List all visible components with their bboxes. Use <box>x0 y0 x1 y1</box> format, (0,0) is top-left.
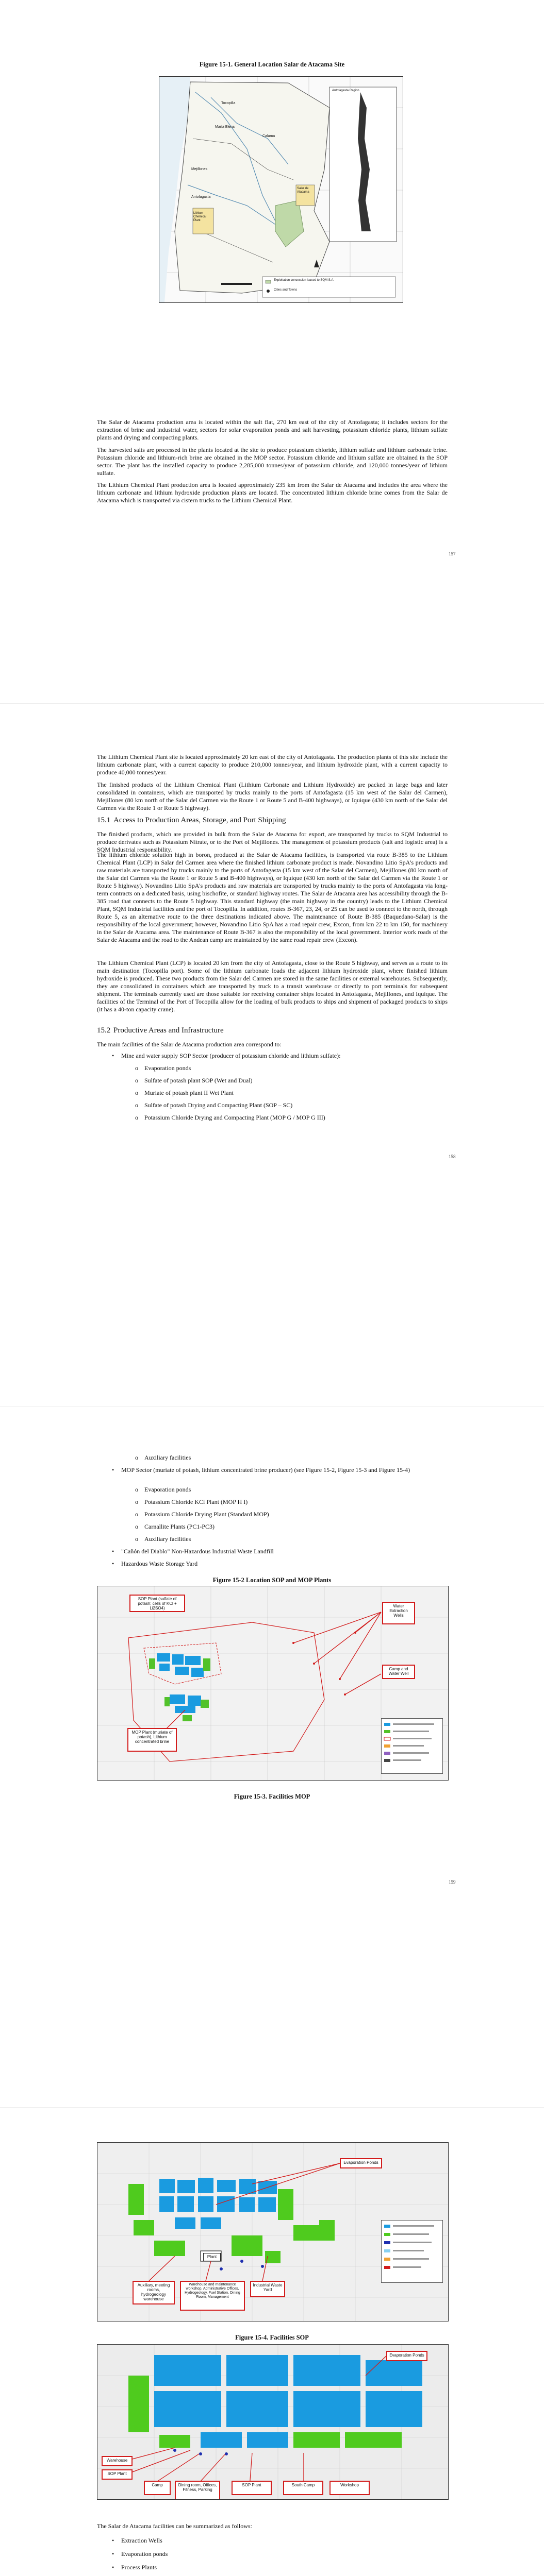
page-separator <box>0 2107 544 2108</box>
label-lithium-plant: Lithium Chemical Plant <box>193 212 207 222</box>
section-15-2-heading <box>97 1026 224 1035</box>
bullet-landfill: • "Cañón del Diablo" Non-Hazardous Industrial Waste Landfill <box>112 1548 274 1555</box>
summary-intro: The Salar de Atacama facilities can be summarized as follows: <box>97 2522 252 2530</box>
label-salar: Salar de Atacama <box>297 187 309 194</box>
callout-sop-plant-2: SOP Plant <box>232 2481 272 2495</box>
sub-item: o Sulfate of potash Drying and Compacting Plant (SOP – SC) <box>135 1101 293 1109</box>
callout-sop-evaporation: Evaporation Ponds <box>386 2351 427 2361</box>
sub-item: o Potassium Chloride Drying and Compacting Plant (MOP G / MOP G III) <box>135 1114 325 1121</box>
label-calama: Calama <box>262 134 275 138</box>
figure-15-2-title: Figure 15-2 Location SOP and MOP Plants <box>212 1577 332 1584</box>
page-number: 159 <box>449 1879 456 1885</box>
callout-auxiliary: Auxiliary, meeting rooms, hydrogeology warehouse <box>133 2281 175 2304</box>
sub-item: o Sulfate of potash plant SOP (Wet and Dual) <box>135 1077 253 1084</box>
bullet-sop-sector: • Mine and water supply SOP Sector (producer of potassium chloride and lithium sulfate): <box>112 1052 341 1059</box>
section-15-2-intro: The main facilities of the Salar de Atacama production area correspond to: <box>97 1041 282 1048</box>
mop-sub-item: o Auxiliary facilities <box>135 1535 191 1543</box>
page-number: 157 <box>449 551 456 556</box>
map-legend <box>381 1718 443 1774</box>
page-number: 158 <box>449 1154 456 1159</box>
label-inset-region: Antofagasta Region <box>332 89 359 92</box>
summary-bullet: • Evaporation ponds <box>112 2550 168 2557</box>
page1-paragraph-3: The Lithium Chemical Plant production area is located approximately 235 km from the Salar de Atacama and includes the area where the lithium carbonate and lithium hydroxide production plants are located. The concentrated lithium chloride brine comes from the Salar de Atacama which is transported via cistern trucks to the Lithium Chemical Plant. <box>97 481 448 504</box>
section-title: Access to Production Areas, Storage, and Port Shipping <box>113 816 286 824</box>
legend-cities: Cities and Towns <box>274 289 298 292</box>
map-graphic <box>159 77 403 302</box>
callout-industrial-waste: Industrial Waste Yard <box>250 2281 285 2297</box>
callout-sop-plant-1: SOP Plant <box>102 2469 133 2480</box>
callout-warehouse: Warehouse <box>102 2456 133 2466</box>
label-antofagasta: Antofagasta <box>191 195 211 199</box>
page-separator <box>0 703 544 704</box>
sop-facilities-map <box>97 2344 449 2500</box>
section-number: 15.1 <box>97 816 111 824</box>
general-location-map <box>159 76 403 303</box>
page1-paragraph-1: The Salar de Atacama production area is located within the salt flat, 270 km east of the city of Antofagasta; it includes sectors for the extraction of brine and industrial water, sectors for solar evaporation ponds and salt harvesting, potassium chloride plants, lithium sulfate plants and drying and compacting plants. <box>97 418 448 441</box>
callout-water-wells: Water Extraction Wells <box>382 1602 415 1624</box>
summary-bullet: • Process Plants <box>112 2564 157 2571</box>
mop-sub-item: o Potassium Chloride Drying Plant (Standard MOP) <box>135 1511 269 1518</box>
page2-paragraph-1: The Lithium Chemical Plant site is located approximately 20 km east of the city of Antofagasta. The production plants of this site include the lithium carbonate plant, with a current capacity to produce 210,000 tonnes/year, and lithium hydroxide plant, with a current capacity to produce 40,000 tonnes/year. <box>97 753 448 776</box>
callout-south-camp: South Camp <box>283 2481 323 2495</box>
map-graphic <box>97 2345 448 2499</box>
figure-15-4-title: Figure 15-4. Facilities SOP <box>235 2334 309 2341</box>
callout-dining-offices: Dining room, Offices, Fitness, Parking <box>175 2481 220 2500</box>
page1-paragraph-2: The harvested salts are processed in the plants located at the site to produce potassium chloride, lithium sulfate and lithium carbonate brine. Potassium chloride and lithium-rich brine are obtained in the MOP sector. Potassium chloride and lithium sulfate are obtained in the SOP sector. The plant has the installed capacity to produce 2,285,000 tonnes/year of potassium chloride, and 120,000 tonnes/year of lithium sulfate. <box>97 446 448 477</box>
sub-item: o Muriate of potash plant II Wet Plant <box>135 1089 234 1096</box>
callout-mop-plant: MOP Plant (muriate of potash), Lithium concentrated brine <box>127 1728 177 1752</box>
bullet-mop-sector: • MOP Sector (muriate of potash, lithium concentrated brine producer) (see Figure 15-2, Figure 15-3 and Figure 15-4) <box>112 1466 410 1473</box>
label-maria-elena: María Elena <box>215 125 235 129</box>
page2-paragraph-2: The finished products of the Lithium Chemical Plant (Lithium Carbonate and Lithium Hydroxide) are packed in large bags and later consolidated in containers, which are transported by trucks mainly to the ports of Antofagasta (15 km west of the Salar del Carmen), Mejillones (80 km north of the Salar del Carmen via the Route 1 or Route 5 and B-400 highways), or Iquique (430 km north of the Salar del Carmen via the Route 1 or Route 5 highway). <box>97 781 448 811</box>
page-separator <box>0 1406 544 1407</box>
mop-facilities-map <box>97 2142 449 2321</box>
sub-item: o Evaporation ponds <box>135 1064 191 1072</box>
mop-sub-item: o Carnallite Plants (PC1-PC3) <box>135 1523 215 1530</box>
callout-evaporation-ponds: Evaporation Ponds <box>340 2158 382 2168</box>
mop-sub-item: o Potassium Chloride KCl Plant (MOP H I) <box>135 1498 248 1505</box>
callout-warehouse-offices: Warehouse and maintenance workshop, Administrative Offices, Hydrogeology, Fuel Station, Dining Room, Management <box>180 2281 245 2311</box>
sub-item: o Auxiliary facilities <box>135 1454 191 1461</box>
legend-concession: Exploitation concession leased to SQM S.A. <box>274 279 335 282</box>
figure-15-1-title: Figure 15-1. General Location Salar de Atacama Site <box>199 61 345 68</box>
section-15-1-paragraph-3: The Lithium Chemical Plant (LCP) is located 20 km from the city of Antofagasta, close to the Route 5 highway, and serves as a route to its main destination (Tocopilla port). Some of the lithium carbonate loads the adjacent lithium hydroxide plant, where finished lithium hydroxide is produced. These two products from the Salar del Carmen are stored in the same facilities or external warehouses. Subsequently, they are consolidated in containers which are transported by truck to a transit warehouse or directly to port terminals for subsequent shipment. The terminals currently used are those suitable for receiving container ships located in Antofagasta, Mejillones, and Iquique. The facilities of the Terminal of the Port of Tocopilla allow for the loading of bulk products to ships and shipment of packaged products to ships (it has a 40-ton capacity crane). <box>97 959 448 1013</box>
figure-15-3-title: Figure 15-3. Facilities MOP <box>234 1793 310 1800</box>
mop-sub-item: o Evaporation ponds <box>135 1486 191 1493</box>
section-title: Productive Areas and Infrastructure <box>113 1026 224 1035</box>
section-15-1-heading <box>97 816 286 825</box>
bullet-hazardous-yard: • Hazardous Waste Storage Yard <box>112 1560 198 1567</box>
callout-camp: Camp and Water Well <box>382 1665 415 1679</box>
callout-camp-sop: Camp <box>144 2481 171 2495</box>
section-15-1-paragraph-1: The finished products, which are provided in bulk from the Salar de Atacama for export, are transported by trucks to SQM Industrial to produce derivates such as Potassium Nitrate, or to the Port of Mejillones. The management of potassium products (salt and logistic area) is a SQM Industrial responsibility. <box>97 831 448 853</box>
section-number: 15.2 <box>97 1026 111 1035</box>
section-15-1-paragraph-2: The lithium chloride solution high in boron, produced at the Salar de Atacama facilities, is transported via route B-385 to the Lithium Chemical Plant (LCP) in Salar del Carmen area where the finished lithium carbonate product is made. Novandino Litio SpA's products and raw materials are transported by trucks mainly to the ports of Antofagasta (15 km west of the Salar del Carmen), Mejillones (80 km north of the Salar del Carmen via the Route 1 or Route 5 and B-400 highways), or Iquique (430 km north of the Salar del Carmen via the Route 1 or Route 5 highway). Novandino Litio SpA's products and raw materials are transported by trucks mainly to the ports of Antofagasta via long-term contracts on a dedicated basis, using bischofite, or standard highway routes. The Salar de Atacama area has accessibility through the B-385 road that connects to the Route 5 highway. This standard highway (the main highway in the country) leads to the Lithium Chemical Plant, SQM Industrial facilities and the port of Tocopilla. In addition, routes B-367, 23, 24, or 25 can be used to connect to the north, through Route 5, as an alternative route to the three destinations indicated above. The maintenance of Route B-385 (Baquedano-Salar) is the responsibility of the local government; however, Novandino Litio SpA has a road repair crew, Excon, from km 22 to km 150, for machinery in the Salar de Atacama area. The maintenance of Route B-367 is also the responsibility of the local government. Interior work roads of the Salar de Atacama and the road to the Andean camp are maintained by the same road repair crew (Excon). <box>97 851 448 943</box>
sop-mop-map <box>97 1586 449 1781</box>
callout-workshop: Workshop <box>329 2481 370 2495</box>
label-tocopilla: Tocopilla <box>221 101 236 105</box>
map-legend <box>381 2220 443 2283</box>
callout-plant: Plant <box>203 2253 221 2261</box>
label-mejillones: Mejillones <box>191 167 208 171</box>
callout-sop-plant: SOP Plant (sulfate of potash; cells of KCl + Li2SO4) <box>129 1595 185 1612</box>
summary-bullet: • Extraction Wells <box>112 2537 162 2544</box>
